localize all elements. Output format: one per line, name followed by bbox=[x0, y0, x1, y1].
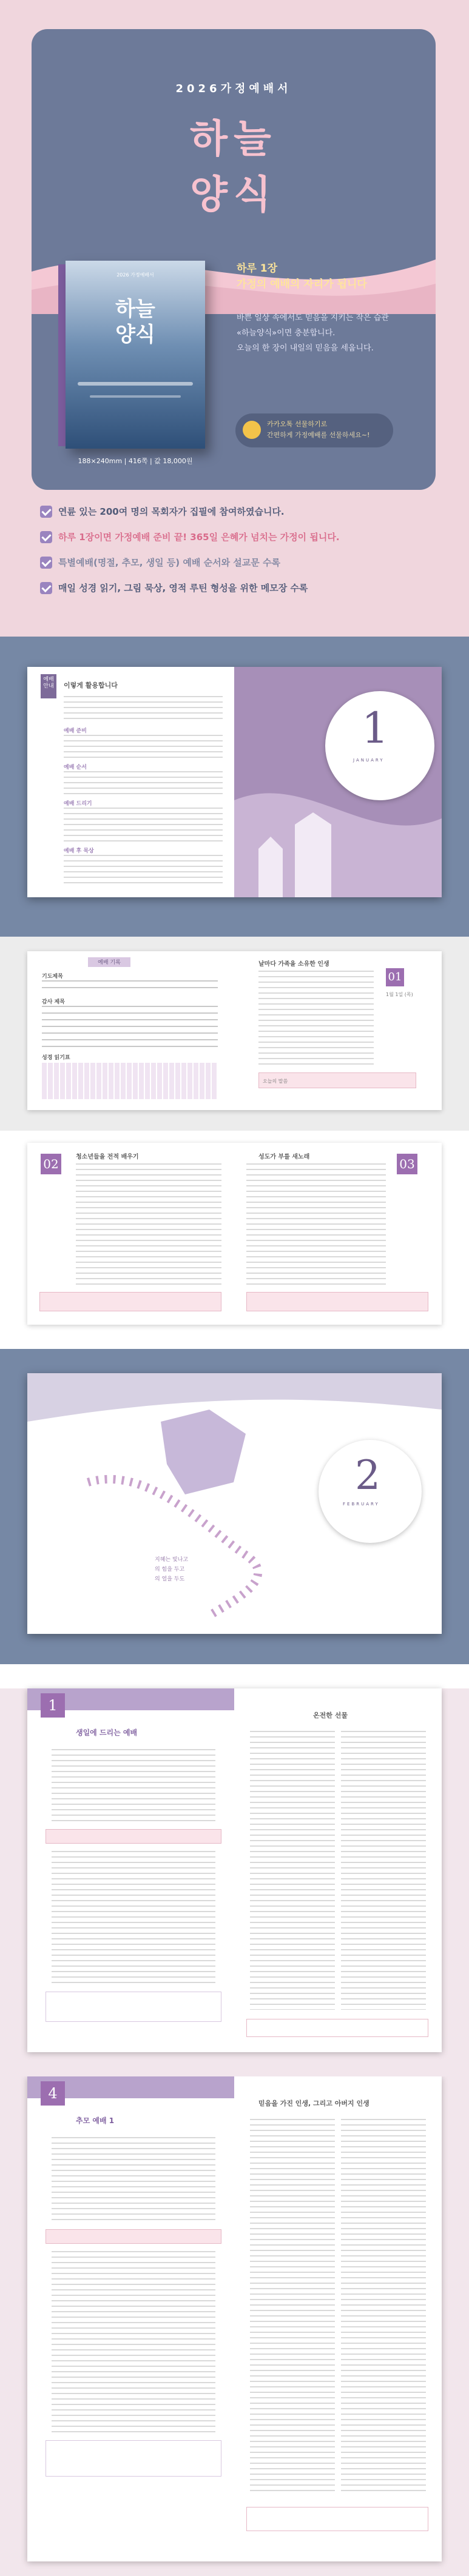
text-block bbox=[246, 1163, 386, 1285]
text-block bbox=[258, 971, 374, 1068]
hero-tagline-1: 하루 1장 bbox=[237, 263, 278, 275]
spread-5-section bbox=[0, 1664, 469, 2076]
day-number: 03 bbox=[397, 1154, 417, 1174]
spread-2-section bbox=[0, 937, 469, 1131]
left-page bbox=[27, 2076, 234, 2561]
sermon-title: 온전한 선물 bbox=[313, 1711, 348, 1719]
day-number: 02 bbox=[41, 1154, 61, 1174]
writing-lines bbox=[42, 1006, 218, 1048]
worship-number: 1 bbox=[41, 1693, 65, 1718]
order-list bbox=[52, 1749, 215, 1822]
feature-text: 매일 성경 읽기, 그림 묵상, 영적 루틴 형성을 위한 메모장 수록 bbox=[58, 583, 308, 594]
book-spec: 188×240mm | 416쪽 | 값 18,000원 bbox=[78, 457, 193, 465]
check-icon bbox=[40, 506, 52, 518]
worship-number: 4 bbox=[41, 2081, 65, 2106]
order-list bbox=[52, 2137, 215, 2222]
water-sparkle bbox=[78, 382, 193, 386]
worship-title: 생일에 드리는 예배 bbox=[76, 1728, 138, 1737]
gift-icon bbox=[243, 421, 261, 439]
text-block bbox=[76, 1163, 221, 1285]
prayer-box bbox=[246, 1292, 428, 1311]
feature-item bbox=[40, 529, 434, 547]
hero-subtitle: 2026가정예배서 bbox=[175, 82, 292, 95]
left-page bbox=[27, 1688, 234, 2052]
worship-title: 추모 예배 1 bbox=[76, 2116, 115, 2125]
feature-item bbox=[40, 554, 434, 572]
text-column bbox=[250, 2119, 335, 2495]
verse-label: 오늘의 말씀 bbox=[263, 1079, 288, 1084]
verse-box bbox=[46, 2229, 221, 2244]
sub-heading: 예배 준비 bbox=[64, 728, 87, 734]
spread-6-section bbox=[0, 2076, 469, 2576]
text-block bbox=[64, 735, 223, 758]
page-spread bbox=[27, 1143, 442, 1325]
month-name: JANUARY bbox=[353, 758, 385, 763]
hero-desc-2: «하늘양식»이면 충분합니다. bbox=[237, 329, 336, 338]
sub-heading: 예배 드리기 bbox=[64, 801, 92, 807]
poem-line: 의 힘을 두고 bbox=[155, 1567, 185, 1573]
spread-1-section bbox=[0, 637, 469, 937]
feature-text: 연륜 있는 200여 명의 목회자가 집필에 참여하였습니다. bbox=[58, 506, 285, 517]
verse-box bbox=[258, 1072, 416, 1088]
prayer-box bbox=[39, 1292, 221, 1311]
footnote-box bbox=[246, 2507, 428, 2531]
page-heading: 이렇게 활용합니다 bbox=[64, 681, 118, 689]
text-block bbox=[52, 1851, 215, 1984]
page-spread bbox=[27, 1688, 442, 2052]
right-page bbox=[234, 1143, 442, 1325]
left-page bbox=[27, 667, 234, 897]
section-label: 기도제목 bbox=[42, 974, 63, 980]
text-block bbox=[64, 808, 223, 841]
section-label: 감사 제목 bbox=[42, 999, 65, 1005]
prayer-box bbox=[46, 1992, 221, 2022]
kakao-gift-badge[interactable] bbox=[235, 413, 393, 447]
writing-lines bbox=[42, 980, 218, 994]
text-column bbox=[341, 1731, 426, 2010]
check-icon bbox=[40, 531, 52, 543]
page-spread bbox=[27, 1373, 442, 1634]
badge-text-2: 간편하게 가정예배를 선물하세요~! bbox=[267, 431, 370, 439]
right-page bbox=[234, 951, 442, 1110]
feature-item bbox=[40, 503, 434, 521]
sub-heading: 예배 순서 bbox=[64, 764, 87, 771]
left-page bbox=[27, 951, 234, 1110]
devotion-title: 청소년들을 전적 배우기 bbox=[76, 1154, 139, 1160]
page-spread bbox=[27, 2076, 442, 2561]
full-page bbox=[27, 1373, 442, 1634]
month-number: 1 bbox=[362, 703, 389, 753]
poem-line: 의 얼을 두도 bbox=[155, 1576, 185, 1582]
book-cover-title1: 하늘 bbox=[115, 297, 155, 321]
reading-chart bbox=[42, 1063, 218, 1099]
right-page bbox=[234, 2076, 442, 2561]
page-spread bbox=[27, 667, 442, 897]
devotion-title: 성도가 부를 새노래 bbox=[258, 1154, 310, 1160]
hero-title-line2: 양식 bbox=[190, 172, 277, 218]
poem-line: 지혜는 빛나고 bbox=[155, 1557, 189, 1563]
day-date: 1월 1일 (목) bbox=[386, 992, 413, 997]
book-cover-small: 2026 가정예배서 bbox=[116, 272, 154, 278]
page-tab: 예배 기록 bbox=[88, 957, 130, 967]
poem-text bbox=[155, 1555, 188, 1584]
verse-box bbox=[46, 1829, 221, 1844]
book-cover-image bbox=[66, 261, 205, 449]
month-number: 2 bbox=[355, 1452, 380, 1499]
feature-text: 특별예배(명절, 추모, 생일 등) 예배 순서와 설교문 수록 bbox=[58, 557, 280, 568]
text-block bbox=[52, 2251, 215, 2433]
sermon-title: 믿음을 가진 인생, 그리고 아버지 인생 bbox=[258, 2099, 369, 2107]
footnote-box bbox=[246, 2019, 428, 2037]
right-page bbox=[234, 667, 442, 897]
text-block bbox=[64, 771, 223, 794]
page-spread bbox=[27, 951, 442, 1110]
hero-title-line1: 하늘 bbox=[190, 116, 277, 162]
badge-text-1: 카카오톡 선물하기로 bbox=[267, 420, 328, 428]
left-page bbox=[27, 1143, 234, 1325]
hero-tagline bbox=[237, 261, 367, 292]
spread-3-section bbox=[0, 1131, 469, 1349]
feature-item bbox=[40, 580, 434, 598]
text-column bbox=[341, 2119, 426, 2495]
hero-description bbox=[237, 310, 389, 356]
prayer-box bbox=[46, 2440, 221, 2477]
text-block bbox=[64, 696, 223, 721]
check-icon bbox=[40, 557, 52, 569]
day-number: 01 bbox=[386, 968, 404, 986]
hero-tagline-2: 가정의 예배의 자리가 됩니다 bbox=[237, 278, 367, 290]
book-cover-title2: 양식 bbox=[115, 323, 155, 347]
right-page bbox=[234, 1688, 442, 2052]
sub-heading: 예배 후 묵상 bbox=[64, 848, 94, 854]
hero-desc-3: 오늘의 한 장이 내일의 믿음을 세웁니다. bbox=[237, 344, 374, 353]
section-label: 성경 읽기표 bbox=[42, 1055, 70, 1061]
feature-text: 하루 1장이면 가정예배 준비 끝! 365일 은혜가 넘치는 가정이 됩니다. bbox=[58, 532, 340, 543]
devotion-title: 날마다 가족을 소유한 인생 bbox=[258, 961, 329, 968]
hero-section bbox=[0, 0, 469, 637]
hero-desc-1: 바쁜 일상 속에서도 믿음을 지키는 작은 습관 bbox=[237, 313, 389, 323]
text-column bbox=[250, 1731, 335, 2010]
page-tab: 예배 안내 bbox=[41, 674, 56, 698]
spread-4-section bbox=[0, 1349, 469, 1664]
text-block bbox=[64, 855, 223, 885]
check-icon bbox=[40, 582, 52, 594]
water-sparkle bbox=[90, 395, 181, 398]
month-name: FEBRUARY bbox=[343, 1502, 380, 1507]
